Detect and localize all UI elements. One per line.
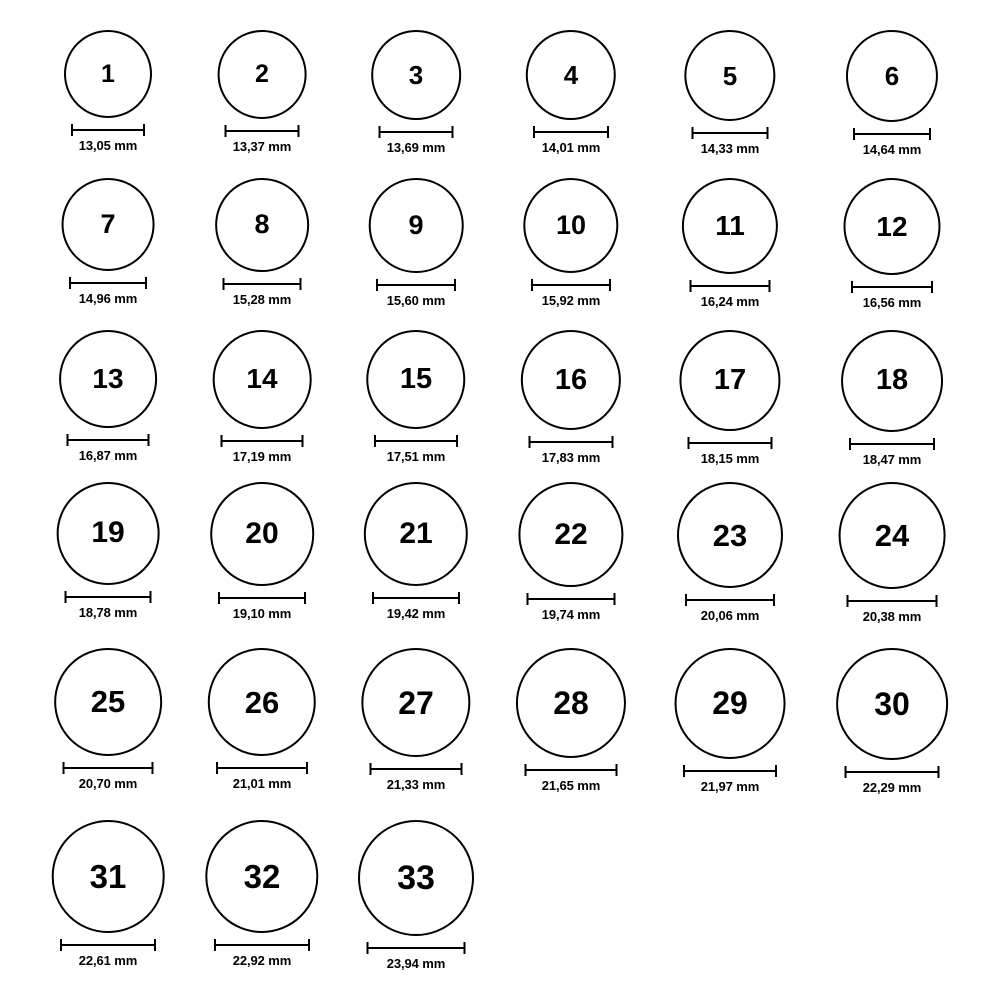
- measure-bar: [71, 124, 145, 136]
- ring-size-label: 21,97 mm: [700, 778, 760, 794]
- measure-tick-left: [688, 437, 690, 449]
- measure-tick-left: [374, 435, 376, 447]
- ring-circle: [64, 30, 152, 118]
- measure-bar: [533, 126, 609, 138]
- ring-number: 25: [90, 684, 126, 720]
- measure-tick-right: [308, 939, 310, 951]
- ring-size-label: 17,19 mm: [232, 448, 292, 464]
- measure-bar: [853, 128, 931, 140]
- measure-line: [531, 284, 611, 286]
- ring-number: 30: [874, 685, 910, 722]
- measure-line: [525, 769, 618, 771]
- ring-size-label: 17,83 mm: [541, 450, 601, 466]
- ring-number: 21: [399, 517, 433, 551]
- measure-tick-left: [63, 762, 65, 774]
- measure-tick-left: [69, 277, 71, 289]
- measure-tick-left: [690, 280, 692, 292]
- measure-bar: [851, 281, 933, 293]
- ring-number: 29: [712, 685, 748, 722]
- ring-size-cell: [501, 178, 641, 318]
- ring-size-label: 13,69 mm: [386, 139, 446, 155]
- measure-tick-right: [464, 942, 466, 954]
- measure-line: [851, 286, 933, 288]
- measure-tick-right: [461, 763, 463, 775]
- ring-size-cell: [38, 820, 178, 968]
- measure-bar: [372, 592, 460, 604]
- ring-number: 11: [715, 210, 745, 242]
- ring-number: 32: [243, 858, 281, 896]
- measure-line: [218, 597, 306, 599]
- ring-circle: [684, 30, 775, 121]
- ring-size-label: 13,05 mm: [78, 138, 138, 153]
- measure-bar: [223, 278, 302, 290]
- measure-line: [688, 442, 773, 444]
- measure-tick-left: [65, 591, 67, 603]
- measure-tick-right: [302, 435, 304, 447]
- ring-size-cell: [38, 330, 178, 470]
- measure-tick-right: [454, 279, 456, 291]
- measure-line: [63, 767, 154, 769]
- measure-tick-right: [148, 434, 150, 446]
- measure-bar: [60, 939, 156, 951]
- ring-size-label: 22,61 mm: [78, 952, 138, 968]
- measure-tick-left: [529, 436, 531, 448]
- measure-bar: [525, 764, 618, 776]
- ring-size-cell: [501, 30, 641, 170]
- ring-size-label: 18,78 mm: [78, 604, 138, 620]
- ring-size-label: 19,10 mm: [232, 605, 292, 621]
- measure-line: [683, 770, 777, 772]
- measure-tick-left: [216, 762, 218, 774]
- measure-bar: [225, 125, 300, 137]
- measure-tick-right: [145, 277, 147, 289]
- ring-number: 24: [874, 517, 910, 553]
- measure-line: [67, 439, 150, 441]
- ring-size-cell: [346, 178, 486, 318]
- measure-tick-left: [218, 592, 220, 604]
- measure-tick-right: [938, 766, 940, 778]
- ring-size-cell: [660, 30, 800, 170]
- measure-line: [71, 129, 145, 131]
- ring-number: 14: [246, 363, 278, 395]
- measure-line: [65, 596, 152, 598]
- ring-size-label: 16,87 mm: [78, 447, 138, 463]
- measure-bar: [690, 280, 771, 292]
- measure-bar: [531, 279, 611, 291]
- ring-number: 9: [408, 209, 424, 240]
- ring-number: 16: [554, 363, 588, 396]
- measure-tick-right: [936, 595, 938, 607]
- measure-tick-right: [931, 281, 933, 293]
- measure-tick-left: [847, 595, 849, 607]
- measure-tick-left: [372, 592, 374, 604]
- measure-tick-left: [845, 766, 847, 778]
- ring-size-label: 18,47 mm: [862, 451, 922, 467]
- measure-tick-right: [609, 279, 611, 291]
- measure-tick-right: [771, 437, 773, 449]
- measure-tick-right: [614, 593, 616, 605]
- ring-size-label: 16,56 mm: [862, 295, 922, 311]
- ring-circle: [210, 482, 314, 586]
- ring-size-cell: [822, 648, 962, 795]
- measure-line: [376, 284, 456, 286]
- ring-circle: [523, 178, 618, 273]
- ring-circle: [371, 30, 461, 120]
- measure-line: [529, 441, 614, 443]
- ring-size-cell: [822, 482, 962, 622]
- ring-size-label: 23,94 mm: [386, 956, 446, 971]
- ring-number: 3: [408, 59, 424, 90]
- measure-line: [849, 443, 935, 445]
- ring-size-label: 21,01 mm: [232, 776, 292, 792]
- ring-size-cell: [192, 330, 332, 470]
- ring-number: 1: [101, 59, 115, 88]
- ring-circle: [518, 482, 623, 587]
- measure-bar: [688, 437, 773, 449]
- ring-size-label: 22,92 mm: [232, 953, 292, 969]
- measure-bar: [67, 434, 150, 446]
- ring-number: 20: [245, 516, 279, 550]
- measure-tick-left: [376, 279, 378, 291]
- ring-size-label: 17,51 mm: [386, 449, 446, 465]
- measure-tick-left: [71, 124, 73, 136]
- measure-tick-right: [306, 762, 308, 774]
- measure-tick-left: [60, 939, 62, 951]
- measure-tick-right: [767, 127, 769, 139]
- measure-bar: [692, 127, 769, 139]
- measure-tick-left: [533, 126, 535, 138]
- measure-line: [379, 131, 454, 133]
- ring-size-cell: [38, 648, 178, 791]
- ring-size-label: 15,60 mm: [386, 292, 446, 308]
- measure-bar: [685, 594, 775, 606]
- measure-line: [221, 440, 304, 442]
- measure-tick-left: [67, 434, 69, 446]
- ring-circle: [358, 820, 474, 936]
- ring-size-cell: [346, 648, 486, 793]
- ring-circle: [62, 178, 155, 271]
- ring-number: 27: [398, 684, 434, 721]
- ring-circle: [369, 178, 464, 273]
- measure-bar: [214, 939, 310, 951]
- ring-size-cell: [192, 482, 332, 622]
- ring-circle: [679, 330, 780, 431]
- ring-number: 22: [554, 517, 588, 551]
- measure-bar: [374, 435, 458, 447]
- ring-size-label: 13,37 mm: [232, 138, 292, 154]
- measure-bar: [216, 762, 308, 774]
- ring-size-label: 15,28 mm: [232, 291, 292, 307]
- ring-size-cell: [346, 330, 486, 470]
- measure-tick-right: [612, 436, 614, 448]
- measure-tick-left: [214, 939, 216, 951]
- ring-number: 18: [875, 364, 909, 397]
- ring-circle: [208, 648, 316, 756]
- measure-tick-left: [379, 126, 381, 138]
- measure-bar: [367, 942, 466, 954]
- ring-circle: [839, 482, 946, 589]
- measure-tick-left: [221, 435, 223, 447]
- ring-size-cell: [822, 178, 962, 318]
- measure-tick-right: [152, 762, 154, 774]
- measure-line: [370, 768, 463, 770]
- ring-size-label: 14,33 mm: [700, 141, 760, 157]
- ring-size-label: 18,15 mm: [700, 451, 760, 467]
- measure-tick-left: [683, 765, 685, 777]
- ring-number: 2: [255, 59, 269, 88]
- measure-tick-left: [225, 125, 227, 137]
- ring-size-label: 20,70 mm: [78, 775, 138, 791]
- ring-size-cell: [192, 820, 332, 969]
- measure-tick-left: [367, 942, 369, 954]
- ring-size-label: 21,65 mm: [541, 778, 601, 794]
- ring-circle: [366, 330, 465, 429]
- ring-circle: [841, 330, 943, 432]
- measure-line: [533, 131, 609, 133]
- ring-size-cell: [38, 30, 178, 170]
- ring-size-cell: [38, 178, 178, 318]
- measure-bar: [379, 126, 454, 138]
- measure-tick-right: [933, 438, 935, 450]
- ring-size-cell: [501, 648, 641, 794]
- ring-size-label: 20,06 mm: [700, 608, 760, 624]
- ring-circle: [682, 178, 778, 274]
- measure-tick-right: [458, 592, 460, 604]
- measure-tick-right: [150, 591, 152, 603]
- ring-size-cell: [501, 482, 641, 622]
- measure-tick-right: [773, 594, 775, 606]
- ring-size-cell: [192, 648, 332, 792]
- ring-number: 8: [254, 209, 270, 240]
- measure-bar: [69, 277, 147, 289]
- measure-line: [853, 133, 931, 135]
- ring-size-cell: [660, 330, 800, 470]
- ring-circle: [57, 482, 160, 585]
- measure-bar: [847, 595, 938, 607]
- measure-bar: [527, 593, 616, 605]
- measure-line: [216, 767, 308, 769]
- measure-tick-left: [692, 127, 694, 139]
- measure-tick-right: [616, 764, 618, 776]
- measure-line: [685, 599, 775, 601]
- measure-line: [367, 947, 466, 949]
- ring-number: 28: [553, 685, 589, 722]
- ring-number: 7: [100, 208, 116, 239]
- measure-bar: [370, 763, 463, 775]
- ring-circle: [836, 648, 948, 760]
- measure-tick-left: [370, 763, 372, 775]
- ring-size-cell: [660, 648, 800, 794]
- ring-number: 33: [397, 859, 435, 897]
- ring-size-label: 16,24 mm: [700, 294, 760, 310]
- ring-circle: [361, 648, 470, 757]
- measure-bar: [221, 435, 304, 447]
- ring-number: 5: [722, 60, 738, 91]
- ring-circle: [677, 482, 783, 588]
- measure-bar: [849, 438, 935, 450]
- measure-tick-right: [300, 278, 302, 290]
- measure-tick-left: [849, 438, 851, 450]
- ring-size-cell: [346, 482, 486, 622]
- ring-size-label: 21,33 mm: [386, 777, 446, 793]
- ring-size-label: 20,38 mm: [862, 608, 922, 624]
- measure-tick-left: [525, 764, 527, 776]
- measure-tick-left: [531, 279, 533, 291]
- ring-number: 10: [555, 210, 587, 241]
- ring-circle: [52, 820, 165, 933]
- measure-line: [847, 600, 938, 602]
- ring-number: 4: [563, 60, 579, 91]
- ring-number: 15: [399, 363, 433, 396]
- measure-bar: [529, 436, 614, 448]
- ring-size-label: 19,42 mm: [386, 606, 446, 622]
- ring-size-cell: [822, 330, 962, 470]
- ring-circle: [516, 648, 626, 758]
- measure-tick-right: [769, 280, 771, 292]
- measure-tick-right: [775, 765, 777, 777]
- ring-circle: [205, 820, 318, 933]
- ring-number: 19: [91, 516, 125, 550]
- ring-number: 26: [244, 684, 280, 720]
- measure-tick-left: [853, 128, 855, 140]
- measure-tick-right: [143, 124, 145, 136]
- measure-line: [374, 440, 458, 442]
- ring-size-label: 14,01 mm: [541, 140, 601, 156]
- ring-size-cell: [192, 30, 332, 170]
- measure-tick-left: [851, 281, 853, 293]
- ring-size-cell: [38, 482, 178, 622]
- ring-number: 23: [712, 517, 748, 553]
- measure-line: [214, 944, 310, 946]
- measure-bar: [65, 591, 152, 603]
- measure-bar: [218, 592, 306, 604]
- measure-line: [223, 283, 302, 285]
- measure-line: [845, 771, 940, 773]
- measure-tick-right: [154, 939, 156, 951]
- ring-circle: [59, 330, 157, 428]
- ring-circle: [213, 330, 312, 429]
- ring-circle: [364, 482, 468, 586]
- measure-line: [690, 285, 771, 287]
- measure-tick-right: [607, 126, 609, 138]
- measure-bar: [376, 279, 456, 291]
- measure-line: [225, 130, 300, 132]
- ring-size-cell: [346, 30, 486, 170]
- ring-number: 6: [884, 61, 900, 92]
- measure-tick-right: [452, 126, 454, 138]
- ring-circle: [521, 330, 621, 430]
- measure-bar: [845, 766, 940, 778]
- ring-size-label: 22,29 mm: [862, 779, 922, 795]
- ring-size-cell: [660, 482, 800, 622]
- ring-circle: [675, 648, 786, 759]
- ring-number: 17: [713, 364, 747, 397]
- ring-number: 31: [89, 857, 127, 895]
- ring-size-cell: [822, 30, 962, 170]
- ring-circle: [526, 30, 616, 120]
- ring-size-label: 14,96 mm: [78, 290, 138, 306]
- measure-line: [372, 597, 460, 599]
- measure-tick-left: [527, 593, 529, 605]
- measure-tick-right: [929, 128, 931, 140]
- measure-tick-right: [298, 125, 300, 137]
- ring-circle: [846, 30, 938, 122]
- ring-size-cell: [660, 178, 800, 318]
- ring-size-label: 14,64 mm: [862, 142, 922, 158]
- ring-size-cell: [192, 178, 332, 318]
- ring-number: 12: [876, 210, 908, 242]
- measure-tick-right: [456, 435, 458, 447]
- measure-line: [69, 282, 147, 284]
- measure-line: [692, 132, 769, 134]
- ring-number: 13: [92, 362, 124, 394]
- measure-tick-right: [304, 592, 306, 604]
- ring-size-cell: [501, 330, 641, 470]
- ring-circle: [843, 178, 940, 275]
- ring-circle: [54, 648, 162, 756]
- ring-circle: [215, 178, 309, 272]
- measure-tick-left: [685, 594, 687, 606]
- measure-tick-left: [223, 278, 225, 290]
- ring-circle: [218, 30, 307, 119]
- measure-bar: [63, 762, 154, 774]
- ring-size-label: 19,74 mm: [541, 607, 601, 623]
- measure-bar: [683, 765, 777, 777]
- ring-size-label: 15,92 mm: [541, 293, 601, 309]
- measure-line: [527, 598, 616, 600]
- ring-size-cell: [346, 820, 486, 971]
- measure-line: [60, 944, 156, 946]
